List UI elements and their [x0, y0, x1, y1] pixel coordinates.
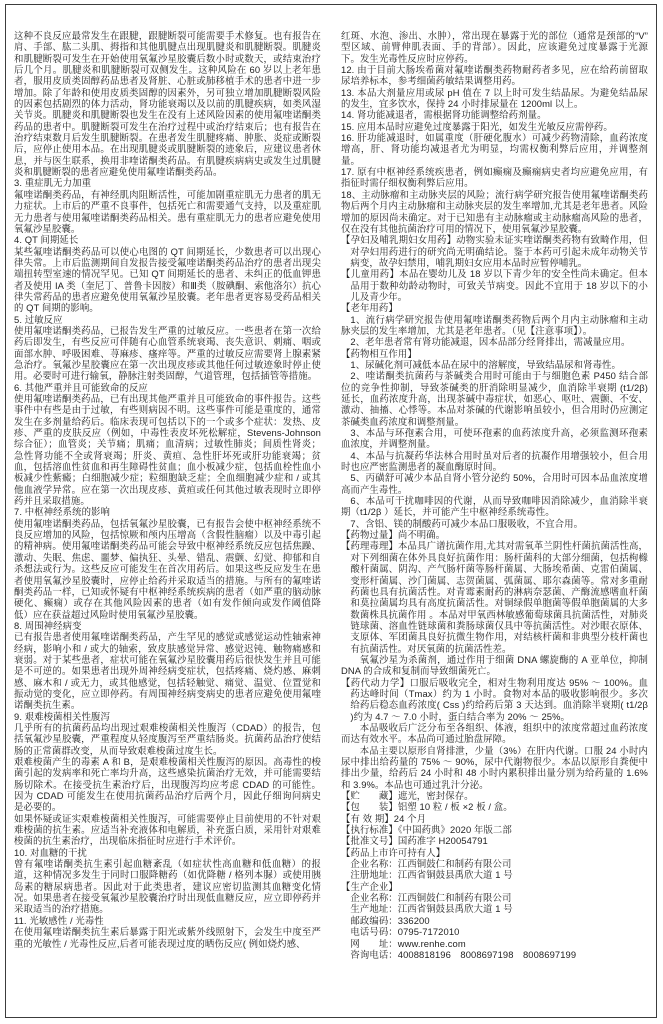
paragraph: 红斑、水泡、渗出、水肿），常出现在暴露于光的部位（通常是颈部的“V”型区域、前臂伸肌表面、手的背部）。因此，应该避免过度暴露于光源下。发生光毒性反应时应停药。 — [341, 30, 648, 64]
paragraph: 【孕妇及哺乳期妇女用药】动物实验未证实喹诺酮类药物有致畸作用，但对孕妇用药进行的研究尚无明确结论。鉴于本药可引起未成年动物关节病变，故孕妇禁用，哺乳期妇女应用本品时应暂停哺乳。 — [341, 234, 648, 268]
paragraph: 几乎所有的抗菌药品均出现过艰难梭菌相关性腹泻（CDAD）的报告，包括氧氟沙星胶囊，严重程度从轻度腹泻至严重结肠炎。抗菌药品治疗使结肠的正常菌群改变，从而导致艰难梭菌过度生长。 — [14, 721, 321, 756]
paragraph: 15. 应用本品时应避免过度暴露于阳光，如发生光敏反应需停药。 — [341, 120, 613, 132]
paragraph: 3、本品与环孢素合用，可使环孢素的血药浓度升高，必须监测环孢素血浓度，并调整剂量。 — [341, 427, 648, 450]
section-heading: 3. 重症肌无力加重 — [14, 177, 92, 189]
section-heading: 11. 光敏感性 / 光毒性 — [14, 914, 104, 926]
paragraph: 本品主要以原形自肾排泄，少量（3%）在肝内代谢。口服 24 小时内尿中排出给药量的 75% ～ 90%，尿中代谢物很少。本品以原形自粪便中排出少量，给药后 24 小时和 48 小时内累积排出量分别为给药量的 1.6% 和 3.9%。本品也可通过乳汁分泌。 — [341, 744, 648, 790]
paragraph: 注册地址：江西省铜鼓县禹欣大道 1 号 — [350, 869, 513, 881]
paragraph: 邮政编码：336200 — [350, 914, 430, 926]
paragraph: 17. 原有中枢神经系统疾患者，例如癫痫及癫痫病史者均应避免应用，有指征时需仔细权衡利弊后应用。 — [341, 166, 648, 189]
paragraph: 【儿童用药】本品在婴幼儿及 18 岁以下青少年的安全性尚未确定。但本品用于数种幼龄动物时，可致关节病变。因此不宜用于 18 岁以下的小儿及青少年。 — [341, 268, 648, 302]
text-column-left — [14, 30, 321, 1012]
paragraph: 本品吸收后广泛分布至各组织、体液，组织中的浓度常超过血药浓度而达有效水平。本品尚可通过胎盘屏障。 — [341, 721, 648, 745]
paragraph: 曾有氟喹诺酮类抗生素引起血糖紊乱（如症状性高血糖和低血糖）的报道，这种情况多发生于同时口服降糖药（如优降糖 / 格列本脲）或使用胰岛素的糖尿病患者。因此对于此类患者，建议应密切监测其血糖变化情况。如果患者在接受氧氟沙星胶囊治疗时出现低血糖反应，应立即停药并采取适当的治疗措施。 — [14, 858, 321, 915]
paragraph: 氟喹诺酮类药品，有神经肌肉阻断活性，可能加剧重症肌无力患者的肌无力症状。上市后的严重不良事件，包括死亡和需要通气支持，以及重症肌无力患者与使用氟喹诺酮类药品相关。患有重症肌无力的患者应避免使用氧氟沙星胶囊。 — [14, 188, 321, 234]
paragraph: 电话号码：0795-7172010 — [350, 926, 460, 938]
paragraph: 16. 肝功能减退时，如属重度（肝硬化腹水）可减少药物清除，血药浓度增高，肝、肾功能均减退者尤为明显，均需权衡利弊后应用，并调整剂量。 — [341, 132, 648, 166]
paragraph: 【包 装】铝塑 10 粒 / 板 ×2 板 / 盒。 — [341, 801, 513, 813]
paragraph: 使用氟喹诺酮类药品，包括氧氟沙星胶囊，已有报告会使中枢神经系统不良反应增加的风险，包括惊厥和颅内压增高（含假性脑瘤）以及中毒引起的精神病。使用氟喹诺酮类药品可能会导致中枢神经系统反应包括焦躁、激动、失眠、焦虑、噩梦、偏执狂、头晕、错乱、震颤、幻觉、抑郁和自杀想法或行为。这些反应可能发生在首次用药后。如果这些反应发生在患者使用氧氟沙星胶囊时，应停止给药并采取适当的措施。与所有的氟喹诺酮类药品一样，已知或怀疑有中枢神经系统疾病的患者（如严重的脑动脉硬化、癫痫）或存在其他风险因素的患者（如有发作倾向或发作阈值降低）应在获益超过风险时使用氧氟沙星胶囊。 — [14, 517, 321, 620]
paragraph: 在使用氟喹诺酮类抗生素后暴露于阳光或紫外线照射下，会发生中度至严重的光敏性 / 光毒性反应,后者可能表现过度的晒伤反应( 例如烧灼感、 — [14, 926, 321, 949]
paragraph: 18、主动脉瘤和主动脉夹层的风险；流行病学研究报告使用氟喹诺酮类药物后两个月内主动脉瘤和主动脉夹层的发生率增加,尤其是老年患者。风险增加的原因尚未确定。对于已知患有主动脉瘤或主动脉瘤高风险的患者，仅在没有其他抗菌治疗可用的情况下，使用氧氟沙星胶囊。 — [341, 188, 648, 234]
section-heading: 8. 周围神经病变 — [14, 619, 82, 631]
paragraph: 艰难梭菌产生的毒素 A 和 B，是艰难梭菌相关性腹泻的原因。高毒性的梭菌引起的发病率和死亡率均升高，这些感染抗菌治疗无效，并可能需要结肠切除术。在接受抗生素治疗后，出现腹泻均应考虑 CDAD 的可能性。因为 CDAD 可能发生在使用抗菌药品治疗后两个月，因此仔细询问病史是必要的。 — [14, 756, 321, 813]
paragraph: 2、喹诺酮类抗菌药与茶碱类合用时可能由于与细胞色素 P450 结合部位的竞争性抑制，导致茶碱类的肝消除明显减少，血消除半衰期 (t1/2β) 延长，血药浓度升高，出现茶碱中毒症状，如恶心、呕吐、震颤、不安、激动、抽搐、心悸等。本品对茶碱的代谢影响虽较小，但合用时仍应测定茶碱类血药浓度和调整剂量。 — [341, 370, 648, 427]
paragraph: 已有报告患者使用氟喹诺酮类药品，产生罕见的感觉或感觉运动性轴索神经病，影响小和 / 或大的轴索，致皮肤感觉异常、感觉迟钝、触物痛感和衰弱。对于某些患者，症状可能在氧氟沙星胶囊用药后很快发生并且可能是不可逆的。如果患者出现外周神经病变症状，包括疼痛、烧灼感、麻刺感、麻木和 / 或无力，或其他感觉，包括轻触觉、痛觉、温觉、位置觉和振动觉的变化，应立即停药。有周围神经病变病史的患者应避免使用氟喹诺酮类抗生素。 — [14, 631, 321, 711]
text-column-right — [341, 30, 648, 1012]
paragraph: 13. 本品大剂量应用或尿 pH 值在 7 以上时可发生结晶尿。为避免结晶尿的发生，宜多饮水，保持 24 小时排尿量在 1200ml 以上。 — [341, 86, 648, 110]
paragraph: 1、尿碱化剂可减低本品在尿中的溶解度，导致结晶尿和肾毒性。 — [350, 358, 622, 370]
paragraph: 6、本品可干扰咖啡因的代谢，从而导致咖啡因消除减少，血消除半衰期（t1/2β ）延长，并可能产生中枢神经系统毒性。 — [341, 495, 648, 518]
paragraph: 5、丙磺舒可减少本品自肾小管分泌约 50%，合用时可因本品血浓度增高而产生毒性。 — [341, 472, 648, 495]
section-heading: 【老年用药】 — [341, 302, 398, 314]
paragraph: 生产地址：江西省铜鼓县禹欣大道 1 号 — [350, 903, 513, 915]
paragraph: 这种不良反应最常发生在跟腱，跟腱断裂可能需要手术修复。也有报告在肩、手部、肱二头肌、拇指和其他肌腱点出现肌腱炎和肌腱断裂。肌腱炎和肌腱断裂可发生在开始使用氧氟沙星胶囊后数小时或数天，或结束治疗后几个月。肌腱炎和肌腱断裂可双侧发生。这种风险在 60 岁以上老年患者，服用皮质类固醇药品患者及肾脏、心脏或肺移植手术的患者中进一步增加。除了年龄和使用皮质类固醇的因素外，另可独立增加肌腱断裂风险的因素包括剧烈的体力活动，肾功能衰竭以及以前的肌腱疾病，如类风湿关节炎。肌腱炎和肌腱断裂也发生在没有上述风险因素的使用氟喹诺酮类药品的患者中。肌腱断裂可发生在治疗过程中或治疗结束后；也有报告在治疗结束数月后发生肌腱断裂。在患者发生肌腱疼痛、肿胀、炎症或断裂后，应停止使用本品。在出现肌腱炎或肌腱断裂的迹象后，应建议患者休息，并与医生联系，换用非喹诺酮类药品。有肌腱疾病病史或发生过肌腱炎和肌腱断裂的患者应避免使用氟喹诺酮类药品。 — [14, 30, 321, 178]
section-heading: 【药物相互作用】 — [341, 347, 417, 359]
paragraph: 【批准文号】国药准字 H20054791 — [341, 835, 488, 847]
paragraph: 7、含铝、镁的制酸药可减少本品口服吸收，不宜合用。 — [350, 517, 584, 529]
paragraph: 如果怀疑或证实艰难梭菌相关性腹泻，可能需要停止目前使用的不针对艰难梭菌的抗生素。应适当补充液体和电解质，补充蛋白质，采用针对艰难梭菌的抗生素治疗，出现临床指征时应进行手术评价。 — [14, 812, 321, 847]
paragraph: 网 址：www.renhe.com — [350, 937, 466, 949]
paragraph: 1、流行病学研究报告使用氟喹诺酮类药物后两个月内主动脉瘤和主动脉夹层的发生率增加，尤其是老年患者。（见【注意事项】）。 — [341, 313, 648, 336]
paragraph: 12. 由于目前大肠埃希菌对氟喹诺酮类药物耐药者多见，应在给药前留取尿培养标本，参考细菌药敏结果调整用药。 — [341, 64, 648, 87]
section-heading: 10. 对血糖的干扰 — [14, 846, 87, 858]
section-heading: 4. QT 间期延长 — [14, 234, 79, 246]
section-heading: 【药品上市许可持有人】 — [341, 846, 446, 858]
section-heading: 【生产企业】 — [341, 880, 398, 892]
paragraph: 使用氟喹诺酮类药品，已有出现其他严重并且可能致命的事件报告。这些事件中有些是由于过敏，有些则病因不明。这些事件可能是重度的，通常发生在多剂量给药后。临床表现可包括以下的一个或多个症状：发热、皮疹、严重的皮肤反应（例如，中毒性表皮坏死松解症，Stevens-Johnson 综合征）；血管炎；关节痛；肌痛；血清病；过敏性肺炎；间质性肾炎；急性肾功能不全或肾衰竭；肝炎、黄疸、急性肝坏死或肝功能衰竭；贫血，包括溶血性贫血和再生障碍性贫血；血小板减少症，包括血栓性血小板减少性紫癜；白细胞减少症；粒细胞缺乏症；全血细胞减少症和 / 或其他血液学异常。应在第一次出现皮疹、黄疸或任何其他过敏表现时立即停药并且采取措施。 — [14, 393, 321, 507]
section-heading: 7. 中枢神经系统的影响 — [14, 506, 110, 518]
paragraph: 4、本品与抗凝药华法林合用时虽对后者的抗凝作用增强较小，但合用时也应严密监测患者的凝血酶原时间。 — [341, 449, 648, 473]
paragraph: 【有 效 期】24 个月 — [341, 812, 427, 824]
section-heading: 5. 过敏反应 — [14, 313, 63, 325]
paragraph: 2、老年患者常有肾功能减退，因本品部分经肾排出，需减量应用。 — [350, 336, 631, 348]
text-columns — [14, 30, 649, 1012]
paragraph: 【药理毒理】本品具广谱抗菌作用,尤其对需氧革兰阴性杆菌抗菌活性高，对下列细菌在体外具良好抗菌作用：肠杆菌科的大部分细菌，包括枸橼酸杆菌属、阴沟、产气肠杆菌等肠杆菌属、大肠埃希菌、克雷伯菌属、变形杆菌属、沙门菌属、志贺菌属、弧菌属、耶尔森菌等。常对多重耐药菌也具有抗菌活性。对青霉素耐药的淋病奈瑟菌、产酶流感嗜血杆菌和莫拉菌属均具有高度抗菌活性。对铜绿假单胞菌等假单胞菌属的大多数菌株具抗菌作用 。本品对甲氧西林敏感葡萄球菌具抗菌活性，对肺炎链球菌、溶血性链球菌和粪肠球菌仅具中等抗菌活性。对沙眼衣原体、支原体、军团菌具良好抗微生物作用，对结核杆菌和非典型分枝杆菌也有抗菌活性。对厌氧菌的抗菌活性差。 — [341, 540, 648, 654]
paragraph: 【药物过量】尚不明确。 — [341, 529, 446, 541]
paragraph: 【药代动力学】口服后吸收完全，相对生物利用度达 95% ～ 100%。血药达峰时间（Tmax）约为 1 小时。食物对本品的吸收影响很少。多次给药后稳态血药浓度( Css )约给药后第 3 天达到。血消除半衰期( t1/2β )约为 4.7 ～ 7.0 小时，蛋白结合率为 20% ～ 25%。 — [341, 676, 648, 722]
paragraph: 使用氟喹诺酮类药品，已报告发生严重的过敏反应。一些患者在第一次给药后即发生，有些反应可伴随有心血管系统衰竭、丧失意识、刺痛、咽或面部水肿、呼吸困难、荨麻疹、瘙痒等。严重的过敏反应需要肾上腺素紧急治疗。氧氟沙星胶囊应在第一次出现皮疹或其他任何过敏迹象时停止使用。必要时可进行输氧，静脉注射类固醇，气道管理，包括插管等措施。 — [14, 324, 321, 382]
section-heading: 6. 其他严重并且可能致命的反应 — [14, 381, 148, 393]
paragraph: 氧氟沙星为杀菌剂，通过作用于细菌 DNA 螺旋酶的 A 亚单位，抑制 DNA 的合成和复制而导致细菌死亡。 — [341, 653, 648, 677]
paragraph: 咨询电话：4008818196 8008697198 8008697199 — [350, 948, 577, 960]
paragraph: 企业名称：江西铜鼓仁和制药有限公司 — [350, 892, 512, 904]
section-heading: 9. 艰难梭菌相关性腹泻 — [14, 710, 110, 722]
paragraph: 某些氟喹诺酮类药品可以使心电图的 QT 间期延长，少数患者可以出现心律失常。上市后监测期间自发报告接受氟喹诺酮类药品治疗的患者出现尖端扭转型室速的情况罕见。已知 QT 间期延长的患者、未纠正的低血钾患者及使用 IA 类（奎尼丁、普鲁卡因胺）和Ⅲ类（胺碘酮、索他洛尔）抗心律失常药品的患者应避免使用氧氟沙星胶囊。老年患者更容易受药品相关的 QT 间期的影响。 — [14, 245, 321, 314]
paragraph: 【执行标准】《中国药典》2020 年版二部 — [341, 824, 512, 836]
paragraph: 企业名称：江西铜鼓仁和制药有限公司 — [350, 858, 512, 870]
paragraph: 14. 肾功能减退者，需根据肾功能调整给药剂量。 — [341, 109, 547, 121]
paragraph: 【贮 藏】遮光，密封保存。 — [341, 790, 474, 802]
